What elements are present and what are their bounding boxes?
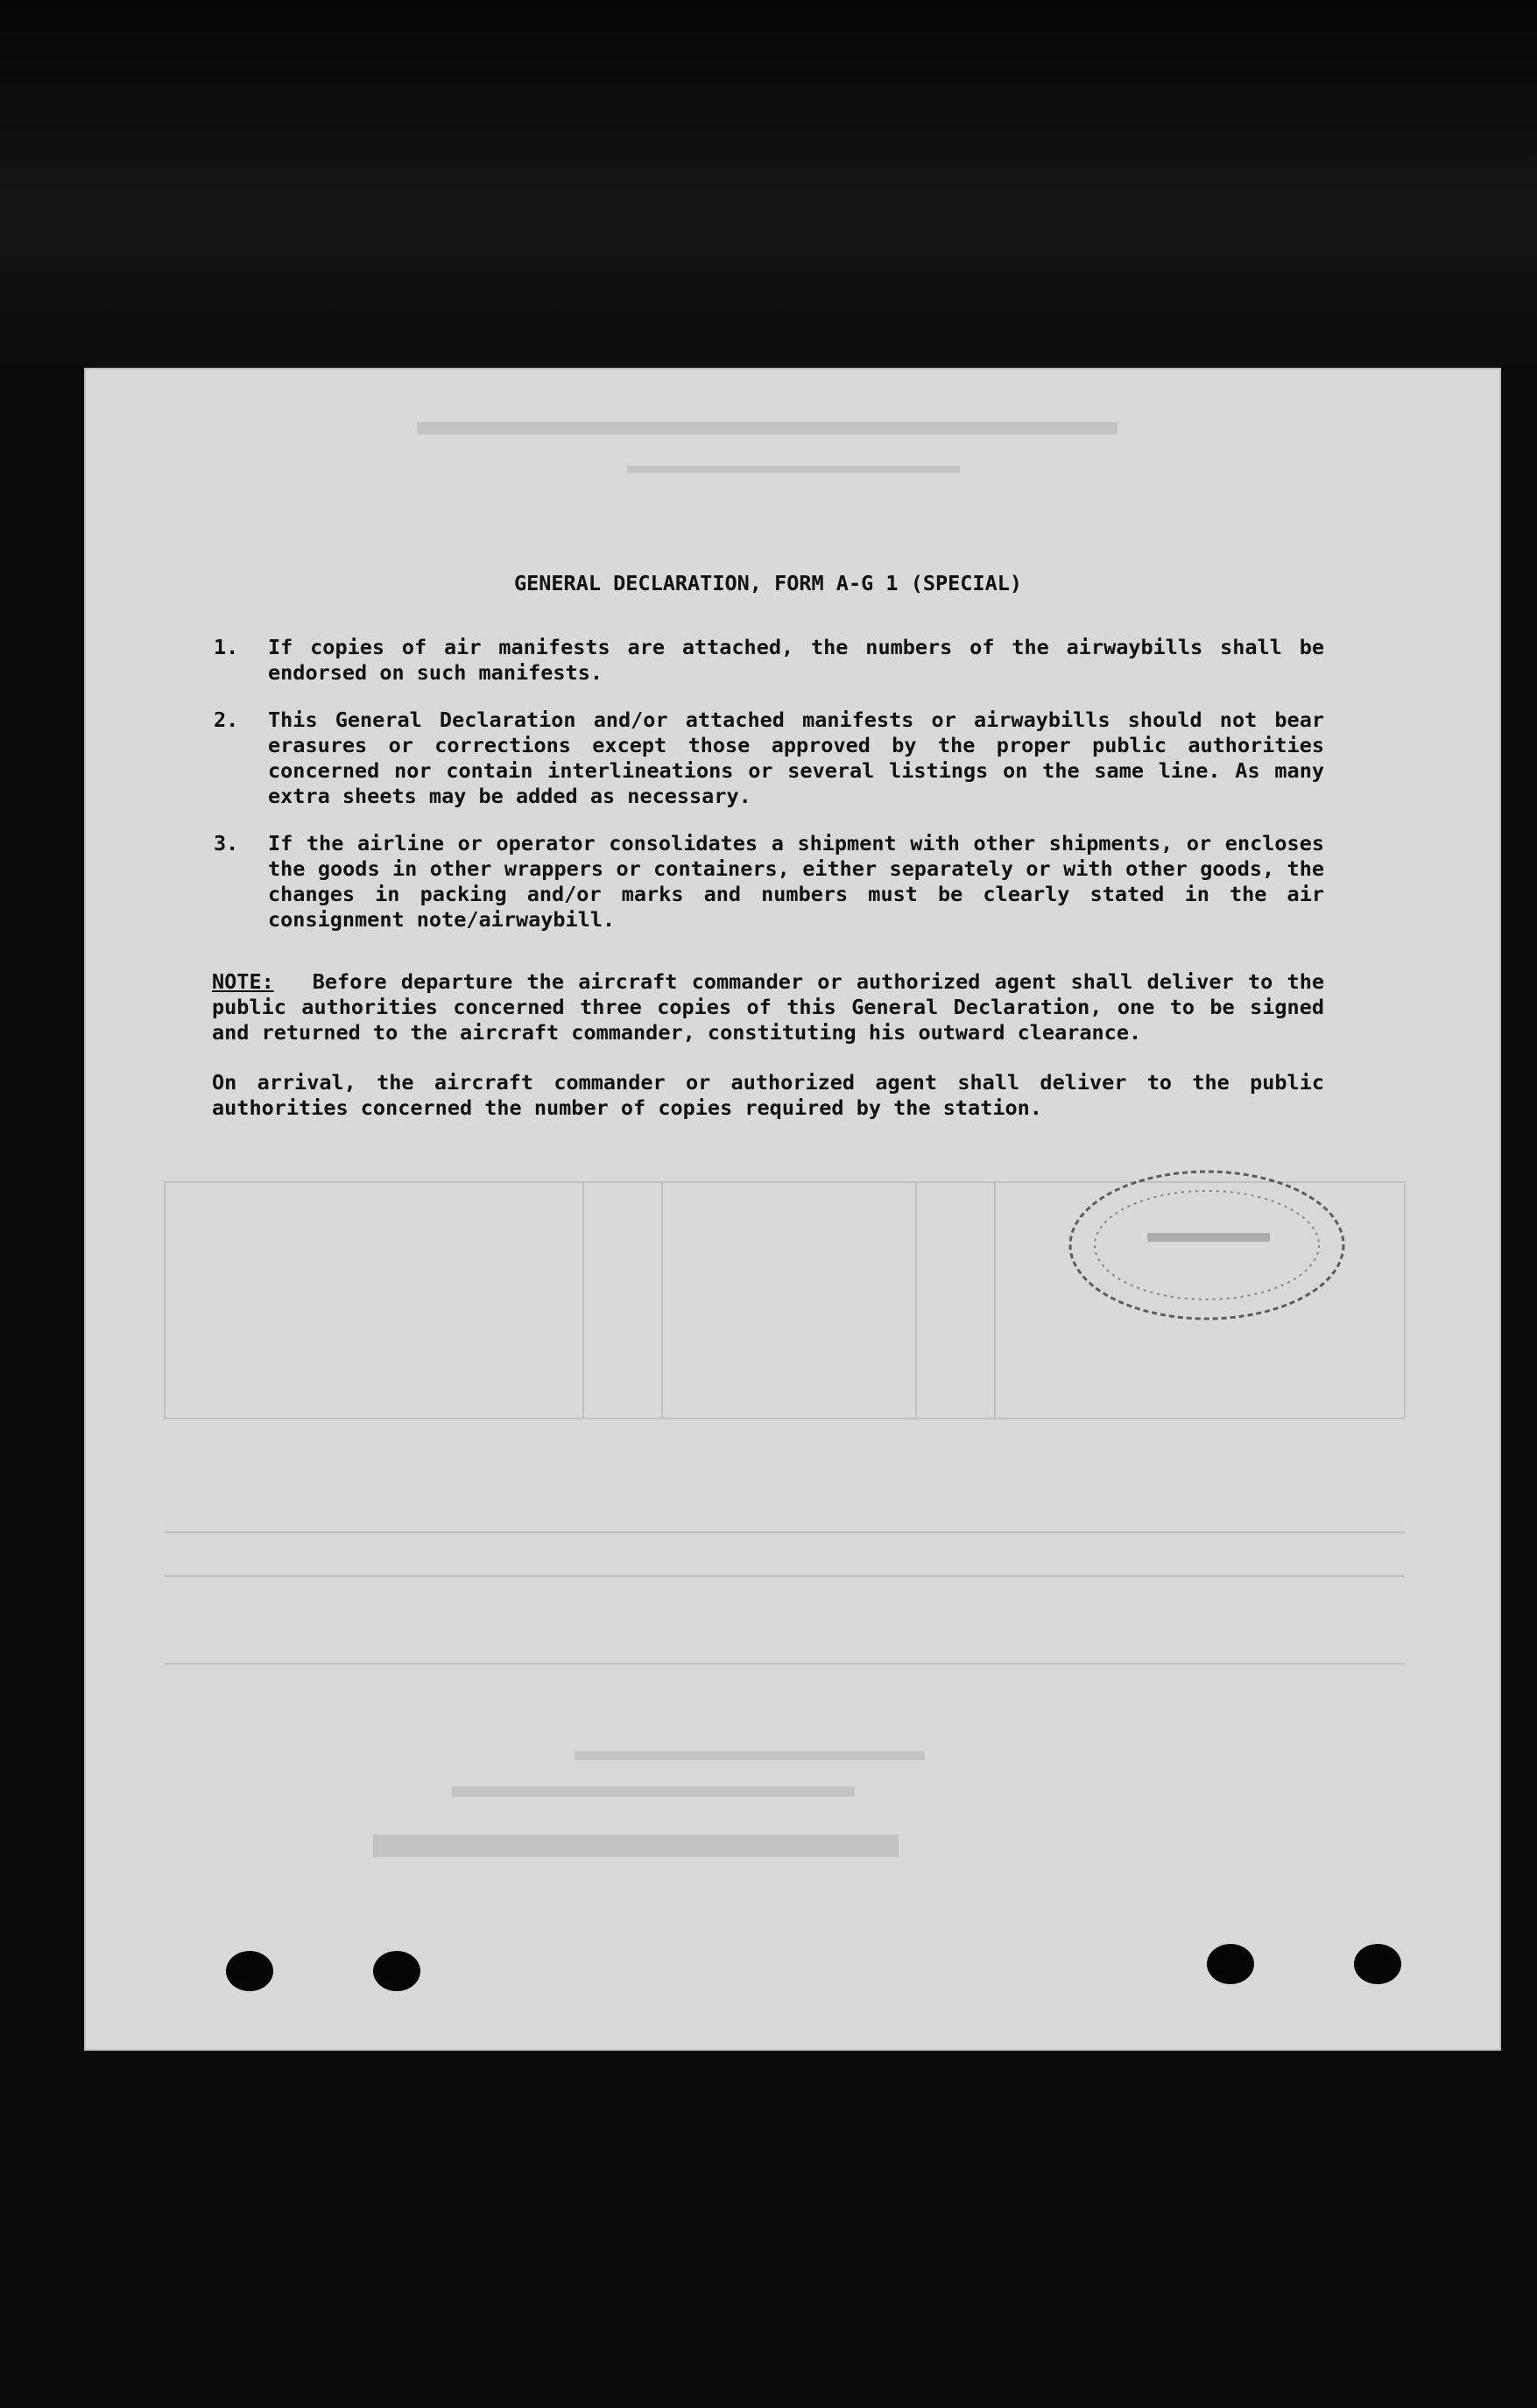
item-number: 3. [214,831,239,855]
note-text: Before departure the aircraft commander or authorized agent shall deliver to the public authorities concerned three copies of this General Declaration, one to be signed and returned to the aircraft commander, constituting his outward clearance. [212,969,1324,1045]
note-paragraph [212,969,1324,1046]
arrival-paragraph: On arrival, the aircraft commander or authorized agent shall deliver to the public authorities concerned the number of copies required by the station. [212,1070,1324,1120]
scan-background [0,0,1537,368]
document-content [212,571,1324,1121]
item-number: 2. [214,708,239,732]
item-number: 1. [214,635,239,659]
punch-hole-icon [373,1951,420,1991]
item-text: This General Declaration and/or attached manifests or airwaybills should not bear erasures or corrections except those approved by the proper public authorities concerned nor contain interlineations or several listings on the same line. As many extra sheets may be added as necessary. [268,708,1324,808]
list-item [212,708,1324,809]
note-label: NOTE: [212,969,274,994]
document-page [84,368,1501,2051]
punch-hole-icon [1354,1944,1401,1984]
punch-hole-icon [1207,1944,1254,1984]
item-text: If the airline or operator consolidates a shipment with other shipments, or encloses the goods in other wrappers or containers, either separately or with other goods, the changes in packing and/or marks and numbers must be clearly stated in the air consignment note/airwaybill. [268,831,1324,932]
item-text: If copies of air manifests are attached, the numbers of the airwaybills shall be endorsed on such manifests. [268,635,1324,685]
circular-customs-stamp-icon [1063,1163,1350,1327]
list-item [212,831,1324,933]
document-title: GENERAL DECLARATION, FORM A-G 1 (SPECIAL) [513,571,1023,595]
punch-hole-icon [226,1951,273,1991]
list-item [212,635,1324,686]
